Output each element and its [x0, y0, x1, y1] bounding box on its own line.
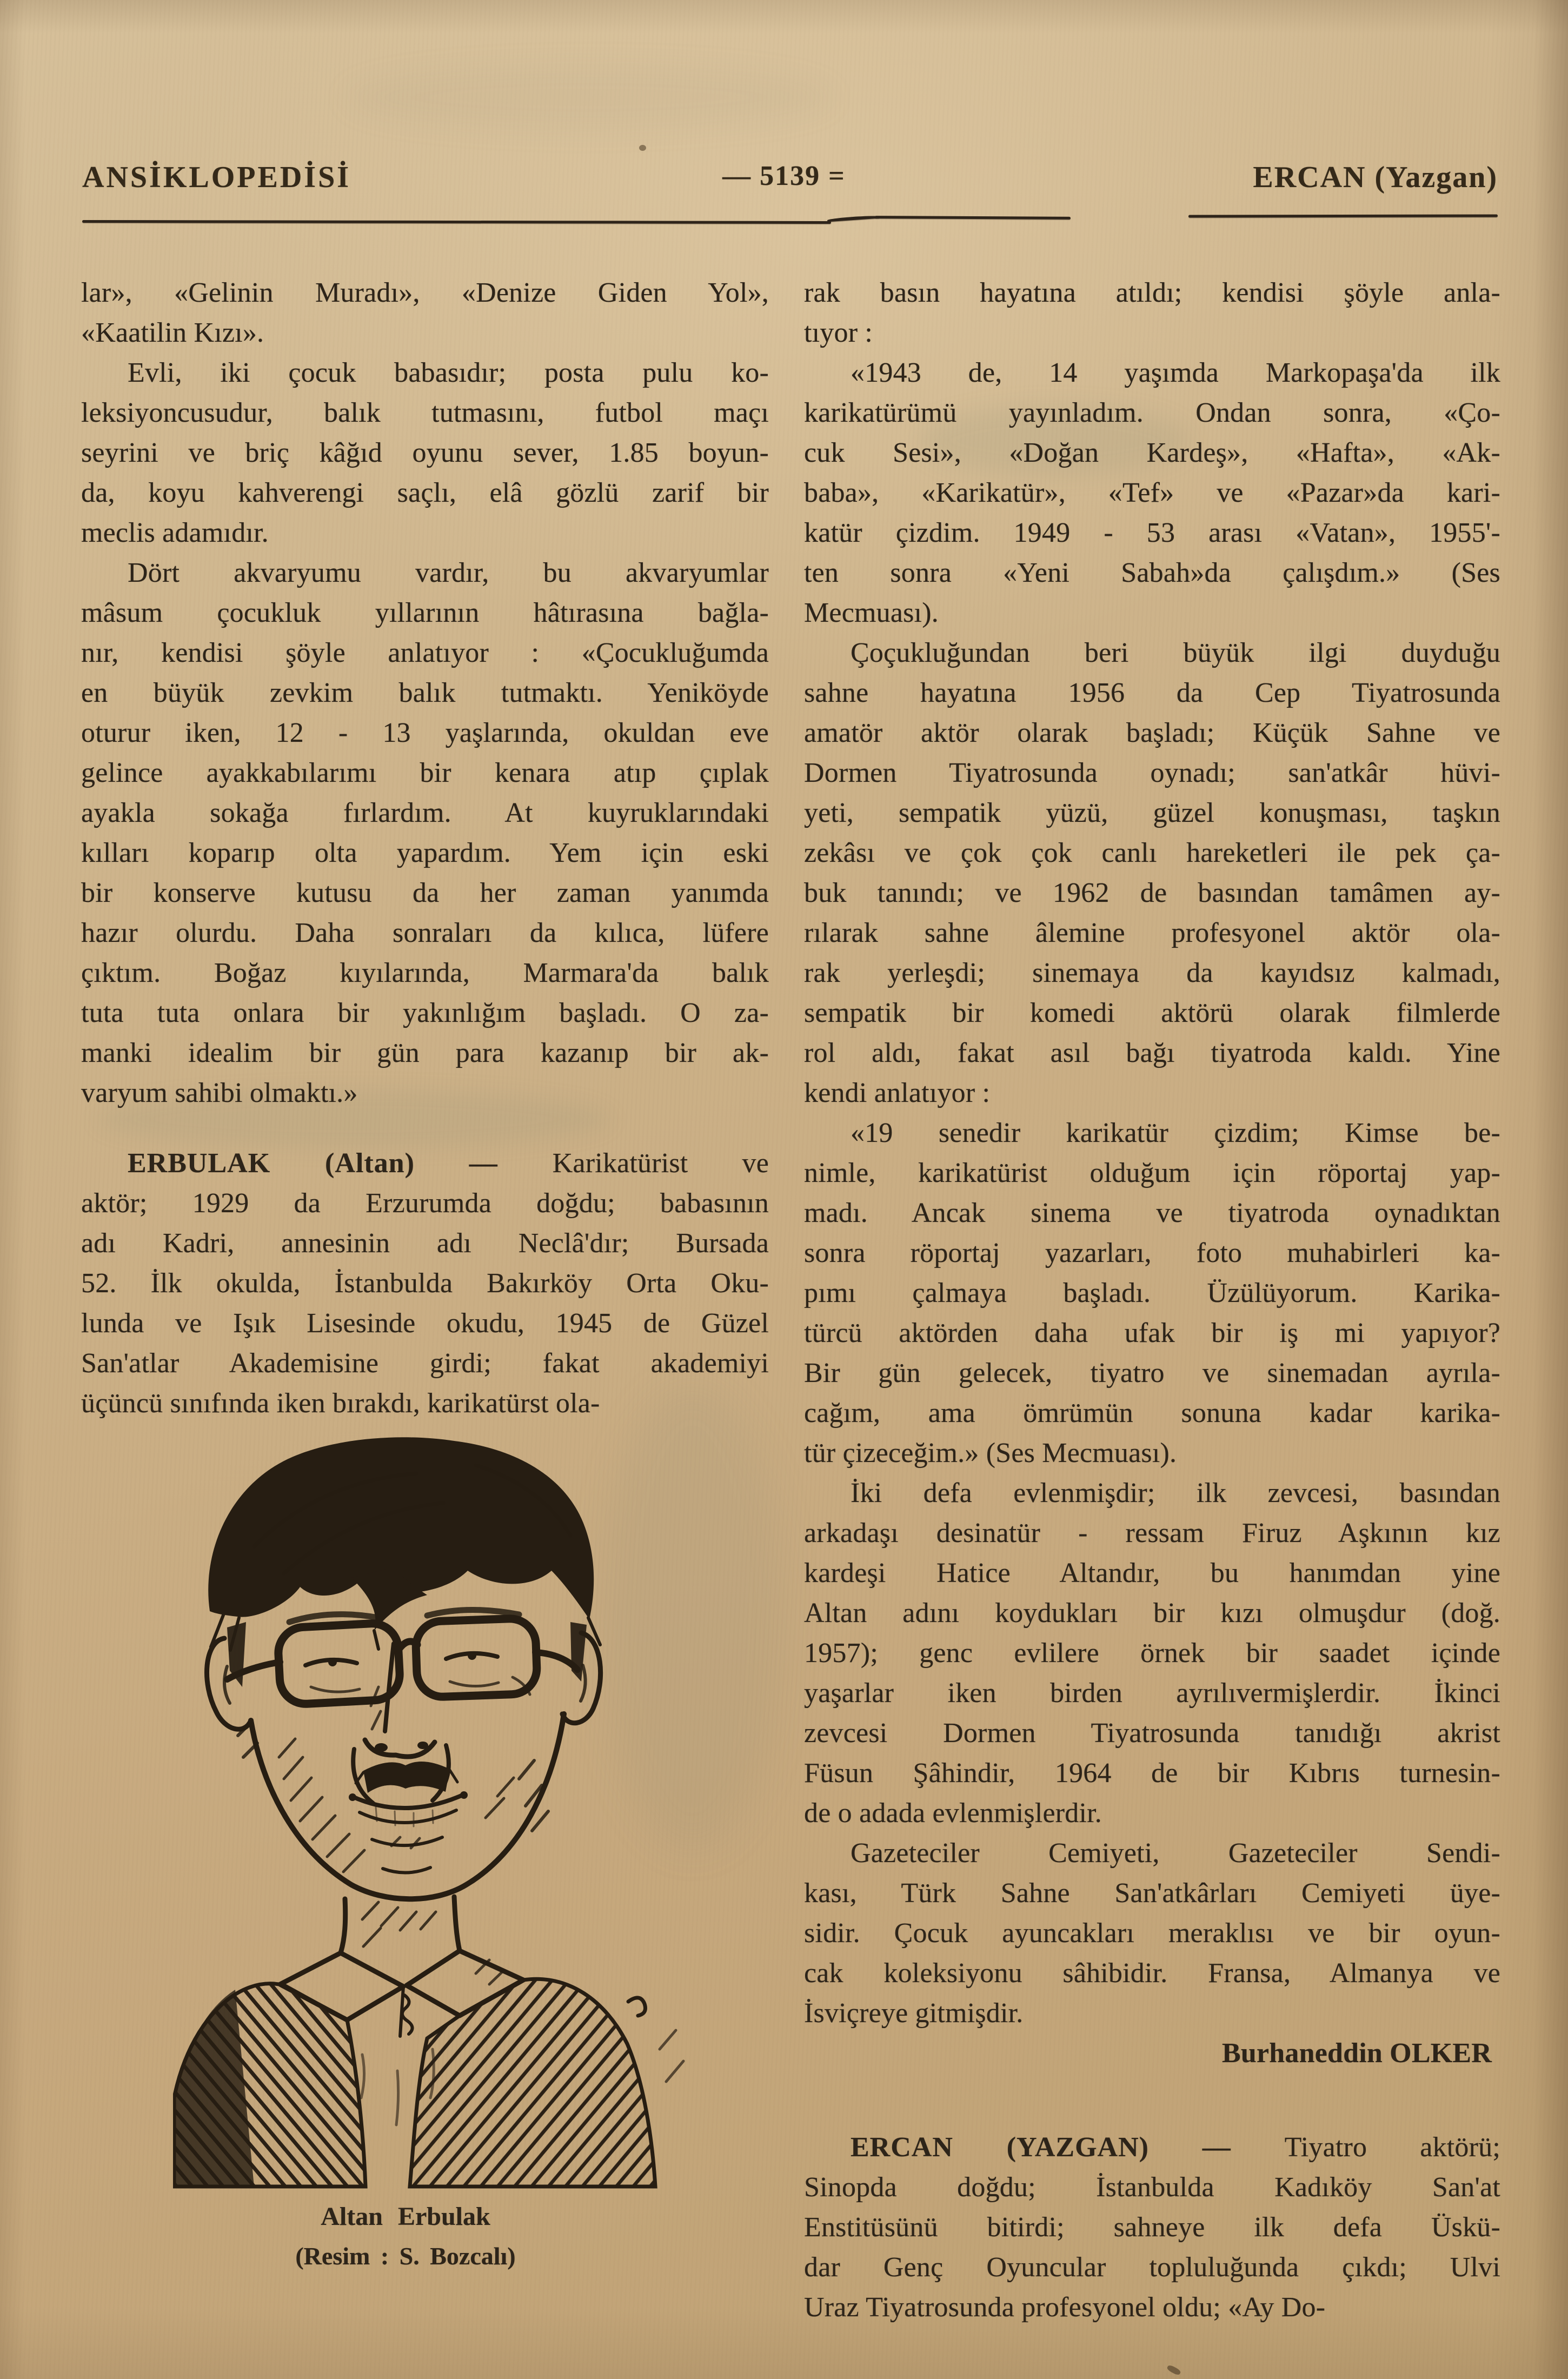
text-line: mâsum çocukluk yıllarının hâtırasına bağla- [81, 597, 769, 628]
text-line: çıktım. Boğaz kıyılarında, Marmara'da balık [81, 958, 769, 988]
text-line: sahne hayatına 1956 da Cep Tiyatrosunda [804, 677, 1500, 708]
text-line: tuta tuta onlara bir yakınlığım başladı. O za- [81, 998, 769, 1028]
text-line: pımı çalmaya başladı. Üzülüyorum. Karika- [804, 1278, 1500, 1308]
text-line: meclis adamıdır. [81, 517, 269, 548]
text-line: sempatik bir komedi aktörü olarak filmlerde [804, 998, 1500, 1028]
text-line: 52. İlk okulda, İstanbulda Bakırköy Orta Oku- [81, 1268, 769, 1299]
text-line: karikatürümü yayınladım. Ondan sonra, «Ço- [804, 397, 1500, 428]
text-line: kası, Türk Sahne San'atkârları Cemiyeti üye- [804, 1878, 1500, 1909]
header-rule-right [1188, 215, 1498, 218]
header-rule-left3 [875, 216, 1071, 220]
text-line: buk tanındı; ve 1962 de basından tamâmen ay- [804, 878, 1500, 908]
text-line: Mecmuası). [804, 597, 939, 628]
text-line: lar», «Gelinin Muradı», «Denize Giden Yol», [81, 277, 769, 308]
text-line: «19 senedir karikatür çizdim; Kimse be- [851, 1118, 1500, 1148]
text-line: Uraz Tiyatrosunda profesyonel oldu; «Ay Do- [804, 2292, 1326, 2323]
text-line: katür çizdim. 1949 - 53 arası «Vatan», 1955'- [804, 517, 1500, 548]
text-line: ERCAN (YAZGAN) — Tiyatro aktörü; [851, 2132, 1500, 2163]
text-line: «1943 de, 14 yaşımda Markopaşa'da ilk [851, 357, 1500, 388]
text-line: üçüncü sınıfında iken bırakdı, karikatürst ola- [81, 1388, 600, 1419]
text-line: yeti, sempatik yüzü, güzel konuşması, taşkın [804, 798, 1500, 828]
running-head-entry: ERCAN (Yazgan) [1253, 161, 1498, 194]
text-line: gelince ayakkabılarımı bir kenara atıp çıplak [81, 757, 769, 788]
text-line: dar Genç Oyuncular topluluğunda çıkdı; Ulvi [804, 2252, 1500, 2283]
text-line: İsviçreye gitmişdir. [804, 1998, 1024, 2029]
text-line: Dört akvaryumu vardır, bu akvaryumlar [128, 557, 769, 588]
text-line: Sinopda doğdu; İstanbulda Kadıköy San'at [804, 2172, 1500, 2203]
text-line: hazır olurdu. Daha sonraları da kılıca, lüfere [81, 918, 769, 948]
text-line: da, koyu kahverengi saçlı, elâ gözlü zarif bir [81, 477, 769, 508]
text-line: Evli, iki çocuk babasıdır; posta pulu ko- [128, 357, 769, 388]
text-line: kılları koparıp olta yapardım. Yem için eski [81, 838, 769, 868]
text-line: madı. Ancak sinema ve tiyatroda oynadıktan [804, 1198, 1500, 1228]
text-line: Dormen Tiyatrosunda oynadı; san'atkâr hüvi- [804, 757, 1500, 788]
text-line: bir konserve kutusu da her zaman yanımda [81, 878, 769, 908]
paragraph [81, 553, 769, 1113]
paper-speck [1166, 2364, 1181, 2376]
paragraph [804, 1833, 1500, 2034]
text-line: nimle, karikatürist olduğum için röportaj yap- [804, 1158, 1500, 1188]
text-line: cağım, ama ömrümün sonuna kadar karika- [804, 1398, 1500, 1428]
header-rule-left [82, 220, 831, 224]
entry-paragraph [804, 2128, 1500, 2328]
text-line: Füsun Şâhindir, 1964 de bir Kıbrıs turnesin- [804, 1758, 1500, 1789]
text-line: nır, kendisi şöyle anlatıyor : «Çocukluğumda [81, 637, 769, 668]
text-line: tür çizeceğim.» (Ses Mecmuası). [804, 1438, 1177, 1468]
text-line: kendi anlatıyor : [804, 1078, 991, 1108]
text-line: kardeşi Hatice Altandır, bu hanımdan yine [804, 1558, 1500, 1589]
text-line: seyrini ve briç kâğıd oyunu sever, 1.85 boyun- [81, 437, 769, 468]
text-line: ayakla sokağa fırlardım. At kuyruklarındaki [81, 798, 769, 828]
text-line: zekâsı ve çok çok canlı hareketleri ile pek ça- [804, 838, 1500, 868]
text-line: lunda ve Işık Lisesinde okudu, 1945 de Güzel [81, 1308, 769, 1339]
text-line: rılarak sahne âlemine profesyonel aktör ola- [804, 918, 1500, 948]
text-line: zevcesi Dormen Tiyatrosunda tanıdığı akrist [804, 1718, 1500, 1749]
left-column [81, 273, 769, 1424]
text-line: Gazeteciler Cemiyeti, Gazeteciler Sendi- [851, 1838, 1500, 1869]
text-line: Çoçukluğundan beri büyük ilgi duyduğu [851, 637, 1500, 668]
portrait-illustration [173, 1433, 703, 2190]
text-line: tıyor : [804, 317, 873, 348]
text-line: de o adada evlenmişlerdir. [804, 1798, 1102, 1829]
text-line: oturur iken, 12 - 13 yaşlarında, okuldan eve [81, 717, 769, 748]
text-line: sonra röportaj yazarları, foto muhabirleri ka- [804, 1238, 1500, 1268]
text-line: cak koleksiyonu sâhibidir. Fransa, Almanya ve [804, 1958, 1500, 1989]
paragraph [804, 633, 1500, 1113]
author-signature: Burhaneddin OLKER [1221, 2038, 1492, 2069]
header-rule-left2 [827, 215, 879, 222]
running-head-title: ANSİKLOPEDİSİ [82, 161, 351, 194]
text-line: rak yerleşdi; sinemaya da kayıdsız kalmadı, [804, 958, 1500, 988]
text-line: türcü aktörden daha ufak bir iş mi yapıyor? [804, 1318, 1500, 1348]
figure [173, 1433, 703, 2190]
text-line: ERBULAK (Altan) — Karikatürist ve [128, 1148, 769, 1179]
text-line: manki idealim bir gün para kazanıp bir ak- [81, 1038, 769, 1068]
entry-headword: ERBULAK (Altan) — [128, 1148, 553, 1179]
figure-caption-credit: (Resim : S. Bozcalı) [295, 2242, 516, 2270]
text-line: Bir gün gelecek, tiyatro ve sinemadan ayrıla- [804, 1358, 1500, 1388]
page-number: — 5139 = [722, 161, 846, 191]
entry-paragraph [81, 1144, 769, 1424]
paper-speck [639, 145, 646, 151]
text-line: 1957); genc evlilere örnek bir saadet içinde [804, 1638, 1500, 1669]
text-line: en büyük zevkim balık tutmaktı. Yeniköyde [81, 677, 769, 708]
paper-stain [346, 65, 833, 130]
paragraph [804, 1113, 1500, 1473]
text-line: Altan adını koydukları bir kızı olmuşdur (doğ. [804, 1598, 1500, 1629]
text-line: adı Kadri, annesinin adı Neclâ'dır; Bursada [81, 1228, 769, 1259]
text-line: arkadaşı desinatür - ressam Firuz Aşkının kız [804, 1518, 1500, 1549]
right-column [804, 273, 1500, 2328]
text-line: İki defa evlenmişdir; ilk zevcesi, basından [851, 1478, 1500, 1509]
text-line: Enstitüsünü bitirdi; sahneye ilk defa Üskü- [804, 2212, 1500, 2243]
text-line: cuk Sesi», «Doğan Kardeş», «Hafta», «Ak- [804, 437, 1500, 468]
text-line: aktör; 1929 da Erzurumda doğdu; babasının [81, 1188, 769, 1219]
paragraph [81, 353, 769, 553]
text-line: varyum sahibi olmaktı.» [81, 1078, 358, 1108]
text-line: San'atlar Akademisine girdi; fakat akademiyi [81, 1348, 769, 1379]
text-line: rol aldı, fakat asıl bağı tiyatroda kaldı. Yine [804, 1038, 1500, 1068]
text-line: yaşarlar iken birden ayrılıvermişlerdir. İkinci [804, 1678, 1500, 1709]
entry-headword: ERCAN (YAZGAN) — [851, 2132, 1285, 2163]
text-line: ten sonra «Yeni Sabah»da çalışdım.» (Ses [804, 557, 1500, 588]
paragraph [804, 1473, 1500, 1833]
text-line: rak basın hayatına atıldı; kendisi şöyle anla- [804, 277, 1500, 308]
paragraph [81, 273, 769, 353]
text-line: leksiyoncusudur, balık tutmasını, futbol maçı [81, 397, 769, 428]
text-line: baba», «Karikatür», «Tef» ve «Pazar»da kari- [804, 477, 1500, 508]
paragraph [804, 273, 1500, 353]
paragraph [804, 353, 1500, 633]
figure-caption-name: Altan Erbulak [321, 2202, 490, 2231]
text-line: sidir. Çocuk ayuncakları meraklısı ve bir oyun- [804, 1918, 1500, 1949]
text-line: amatör aktör olarak başladı; Küçük Sahne ve [804, 717, 1500, 748]
text-line: «Kaatilin Kızı». [81, 317, 264, 348]
